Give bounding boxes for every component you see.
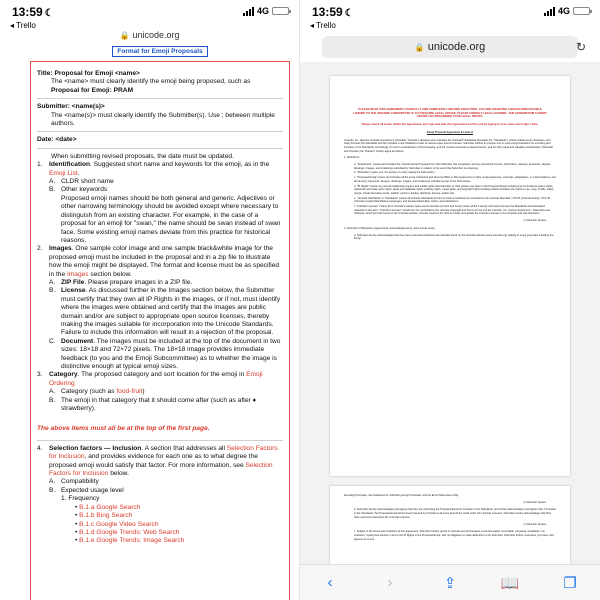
agreement-title: Emoji Proposal Agreement & License: [426, 130, 474, 134]
definition-item: c. "Proposed Emoji" means and includes all the emoji characters and all emoji ZWG or RGI sequences or other emoji sequences, concepts, adaptations, or customizations, and all name(s), keywords, designs, drawings, images, and renderings included as part of the Submission.: [354, 176, 556, 183]
lock-icon: 🔒: [414, 42, 425, 52]
definition-item: a. "Submission" means and includes the Unicode Emoji Proposal Form that Submitter has completed, and any and all documents, information, name(s), keywords, designs, drawings, images, and renderings submitted by Submitter in relation to the emoji that Submitter is proposing.: [354, 163, 552, 170]
instruction-text: Please check all boxes within the Agreement, and sign and date the Agreement and the end by typing in your name and today's date.: [361, 122, 539, 127]
list-item[interactable]: • B.1.b Bing Search: [75, 512, 133, 520]
sub-item: B. Other keywords: [49, 186, 108, 194]
list-item[interactable]: • B.1.e Google Trends: Image Search: [75, 537, 185, 545]
list-item-images: 2. Images. One sample color image and one sample black&white image for the proposed emoji must be included in the proposal and in a zip file to illustrate how the emoji might be displayed. The format and license must be as specified in the Images section below.: [37, 245, 280, 278]
back-to-app-link[interactable]: ◂ Trello: [310, 21, 336, 30]
divider: [37, 440, 283, 441]
sub-item: B. The emoji in that category that it should come after (such as after ♦ strawberry).: [49, 396, 257, 413]
divider: [37, 98, 283, 99]
right-phone-screen: [300, 0, 600, 600]
principles-paragraph: Encoding Principles, the Guidelines for Submitting Emoji Proposals, and the Emoji Submission FAQ.: [344, 494, 460, 497]
emoji-list-link[interactable]: Emoji List: [49, 169, 78, 177]
selection-factors-link-2[interactable]: Selection Factors for Inclusion: [49, 461, 273, 478]
form-title-link[interactable]: Format for Emoji Proposals: [112, 46, 208, 57]
tabs-icon[interactable]: ❐: [563, 574, 577, 592]
sub-item: A. ZIP File. Please prepare images in a ZIP file.: [49, 278, 193, 286]
list-item[interactable]: • B.1.a Google Search: [75, 503, 141, 511]
list-item-identification: 1. Identification. Suggested short name and keywords for the emoji, as in the Emoji List.: [37, 161, 270, 177]
forward-arrow-icon[interactable]: ›: [387, 574, 393, 591]
divider: [37, 148, 283, 149]
section-2c: c. Subject to the terms and conditions of this Agreement, Submitter hereby grants to Unicode and its licensees a sub-licensable, irrevocable, perpetual, worldwide, non-exclusive, royalty-free license in and to the IP Rights in the Proposed Emoji, with no obligation to make attribution to the Submitter. Submitter further covenants, promises, and agrees not to sue.: [354, 530, 554, 541]
network-label: 4G: [256, 6, 269, 16]
battery-icon: [573, 7, 590, 15]
address-bar[interactable]: [322, 36, 578, 58]
bookmarks-icon[interactable]: 📖: [500, 574, 520, 592]
url-text: unicode.org: [427, 41, 486, 53]
address-bar[interactable]: [0, 30, 299, 40]
agree-checkbox[interactable]: [ ] Submitter Agrees: [523, 500, 546, 504]
agree-checkbox[interactable]: [ ] Submitter Agrees: [523, 522, 546, 526]
moon-icon: ☾: [44, 8, 54, 19]
sub-item: C. Document. The images must be included at the top of the document in two sizes: 18×18 and 72×72 pixels. The 18×18 image provides immediate feedback (to you and the Emoji Subcommittee) as to whether the image is distinctive enough at typical emoji sizes.: [49, 337, 281, 370]
signal-icon: [243, 7, 254, 16]
share-icon[interactable]: ⇪: [443, 574, 457, 592]
naming-paragraph: Proposed emoji names should be both general and generic. Adjectives or other narrowing terminology should be avoided except where necessary to distinguish from an existing character. For example, in the case of a proposal for an emoji for "swan," the name should be swan instead of swan face. Some existing emoji names deviate from this practice for historical reasons.: [61, 194, 281, 244]
format-box: [30, 61, 290, 600]
search-list: [37, 504, 283, 546]
moon-icon: ☾: [344, 8, 354, 19]
list-item-selection-factors: 4. Selection factors — Inclusion. A section that addresses all Selection Factors for Inclusion, and provides evidence for each one as to what degree the proposed emoji would satisfy that factor. For more information, see Selection Factors for Inclusion below.: [37, 444, 278, 478]
pdf-page: [330, 76, 570, 476]
title-field: Title: Proposal for Emoji <name>: [37, 70, 140, 77]
food-fruit-link[interactable]: food-fruit: [116, 388, 143, 396]
date-desc: When submitting revised proposals, the date must be updated.: [51, 152, 234, 160]
clock: 13:59 ☾: [312, 5, 354, 19]
sub-item: B. Expected usage level: [49, 486, 124, 494]
section-2b: b. Submitter hereby acknowledges and agrees that they are submitting the Proposed Emoji for inclusion in the Standards, and further acknowledges and agrees that, if included in the Standards, the Proposed Emoji will be freely licensed by Unicode to all users around the world under the Unicode Licenses. Submitter hereby acknowledges that they have read and understood the Unicode Licenses.: [354, 508, 556, 519]
selection-factors-link[interactable]: Selection Factors for Inclusion: [49, 444, 278, 461]
list-item-category: 3. Category. The proposed category and sort location for the emoji in Emoji Ordering: [37, 371, 263, 387]
status-bar: [300, 0, 600, 22]
images-link[interactable]: Images: [66, 270, 89, 278]
definitions-heading: 1. Definitions:: [344, 156, 360, 160]
sub-item: A. Category (such as food-fruit): [49, 388, 145, 396]
battery-icon: [272, 7, 289, 15]
status-bar: [0, 0, 299, 22]
warning-text: PLEASE READ THIS AGREEMENT CAREFULLY AND COMPLETELY BEFORE EXECUTING. YOU ARE GRANTING A BROAD IRREVOCABLE LICENSE TO THE UNICODE CONSORTIUM. IF YOU REQUIRE LEGAL ADVICE, PLEASE CONSULT LEGAL COUNSEL. THE CONSORTIUM CANNOT ADVISE YOU REGARDING YOUR LEGAL RIGHTS.: [353, 107, 547, 119]
top-of-page-notice: The above items must all be at the top of the first page.: [37, 425, 210, 433]
section-2-heading: 2. Submitter's Warranties, Agreements, Acknowledgements, and License Grant.: [344, 226, 436, 230]
signal-icon: [544, 7, 555, 16]
status-icons: [544, 6, 590, 16]
emoji-ordering-link[interactable]: Emoji Ordering: [49, 371, 263, 387]
reload-icon[interactable]: ↻: [575, 40, 586, 54]
pdf-viewer[interactable]: [300, 62, 600, 564]
submitter-desc: The <name(s)> must clearly identify the Submitter(s). Use ; between multiple authors.: [51, 111, 275, 128]
definition-item: d. "IP Rights" means any and all intellectual property and similar rights that Submitter or third parties may have in the Proposed Emoji including but not limited to patent rights, trademark and trade name rights, ideas and database rights, publicity rights, moral rights, and copyright rights including without limitation the rights to use, copy, modify, adapt, merge, create derivative works, publish, perform, display, distribute, license, and/or sell.: [354, 184, 555, 195]
definition-item: e. "Unicode Standards" or "Standards" means all Unicode Standards (current or future) including but not limited to the Unicode Standard, UTS 51 (Unicode Emoji), UTS 35 (Unicode Locale Data Markup Language), and all associated data, charts, and publications.: [354, 196, 550, 204]
browser-toolbar: [300, 564, 600, 600]
back-to-app-link[interactable]: ◂ Trello: [10, 21, 36, 30]
title-desc: The <name> must clearly identify the emoji being proposed, such as Proposal for Emoji: PRAM: [51, 78, 251, 94]
document: [30, 46, 290, 600]
clock: 13:59 ☾: [12, 5, 54, 19]
divider: [37, 131, 283, 132]
sub-item: A. CLDR short name: [49, 178, 114, 186]
date-field: Date: <date>: [37, 136, 77, 144]
section-2a: a. Submitter hereby acknowledges that they have read and understood all materials found on the Unicode website (www.unicode.org) relating to emoji proposals including the Emoji: [354, 233, 554, 241]
sub-item: A. Compatibility: [49, 478, 99, 486]
submitter-field: Submitter: <name(s)>: [37, 103, 105, 111]
sub-item: B. License. As discussed further in the Images section below, the Submitter must certify that they own all IP Rights in the images, or if not, must identify where the images were obtained and certify that the images are public domain and/or are subject to appropriate open source licenses, thereby making the images suitable for incorporation into the Unicode Standards. Failure to include this information will result in a rejection of the proposal.: [49, 287, 281, 337]
agree-checkbox[interactable]: [ ] Submitter Agrees: [523, 219, 546, 223]
intro-paragraph: Unicode, Inc. (aka the Unicode Consortium) (hereafter "Unicode") develops and maintains the Unicode® Standards (hereafter the "Standards"), which include emoji characters, and freely licenses the Standards and the included emoji characters under its various open-source licenses. Submitter wishes to propose one or more emoji characters for encoding and inclusion in the Standards. Accordingly, for and in consideration of the foregoing, and the mutual covenants contained herein, and for other good and valuable consideration, Submitter and Unicode (the "Parties") hereby agree as follows:: [344, 138, 554, 153]
list-item[interactable]: • B.1.c Google Video Search: [75, 520, 159, 528]
network-label: 4G: [557, 6, 570, 16]
back-arrow-icon[interactable]: ‹: [327, 574, 333, 591]
status-icons: [243, 6, 289, 16]
definition-item: b. "Submitter" means you, the person or entity making the Submission.: [354, 171, 436, 175]
url-text: unicode.org: [132, 30, 180, 40]
list-item[interactable]: • B.1.d Google Trends: Web Search: [75, 528, 180, 536]
definition-item: f. "Unicode Licenses" means all of Unicode's various open-source licenses (current and future) under which it openly and freely licenses the Standards and associated materials to all users. "Unicode Licenses" include but are not limited to the Unicode Copyright and Terms of Use and the Unicode, Inc. License Agreement – Data Files and Software, which are both found on the Unicode website. Unicode reserves the right to modify and update the Unicode Licenses in its complete and sole discretion.: [354, 205, 550, 216]
frequency-item: 1. Frequency: [61, 495, 100, 503]
lock-icon: 🔒: [119, 31, 130, 40]
